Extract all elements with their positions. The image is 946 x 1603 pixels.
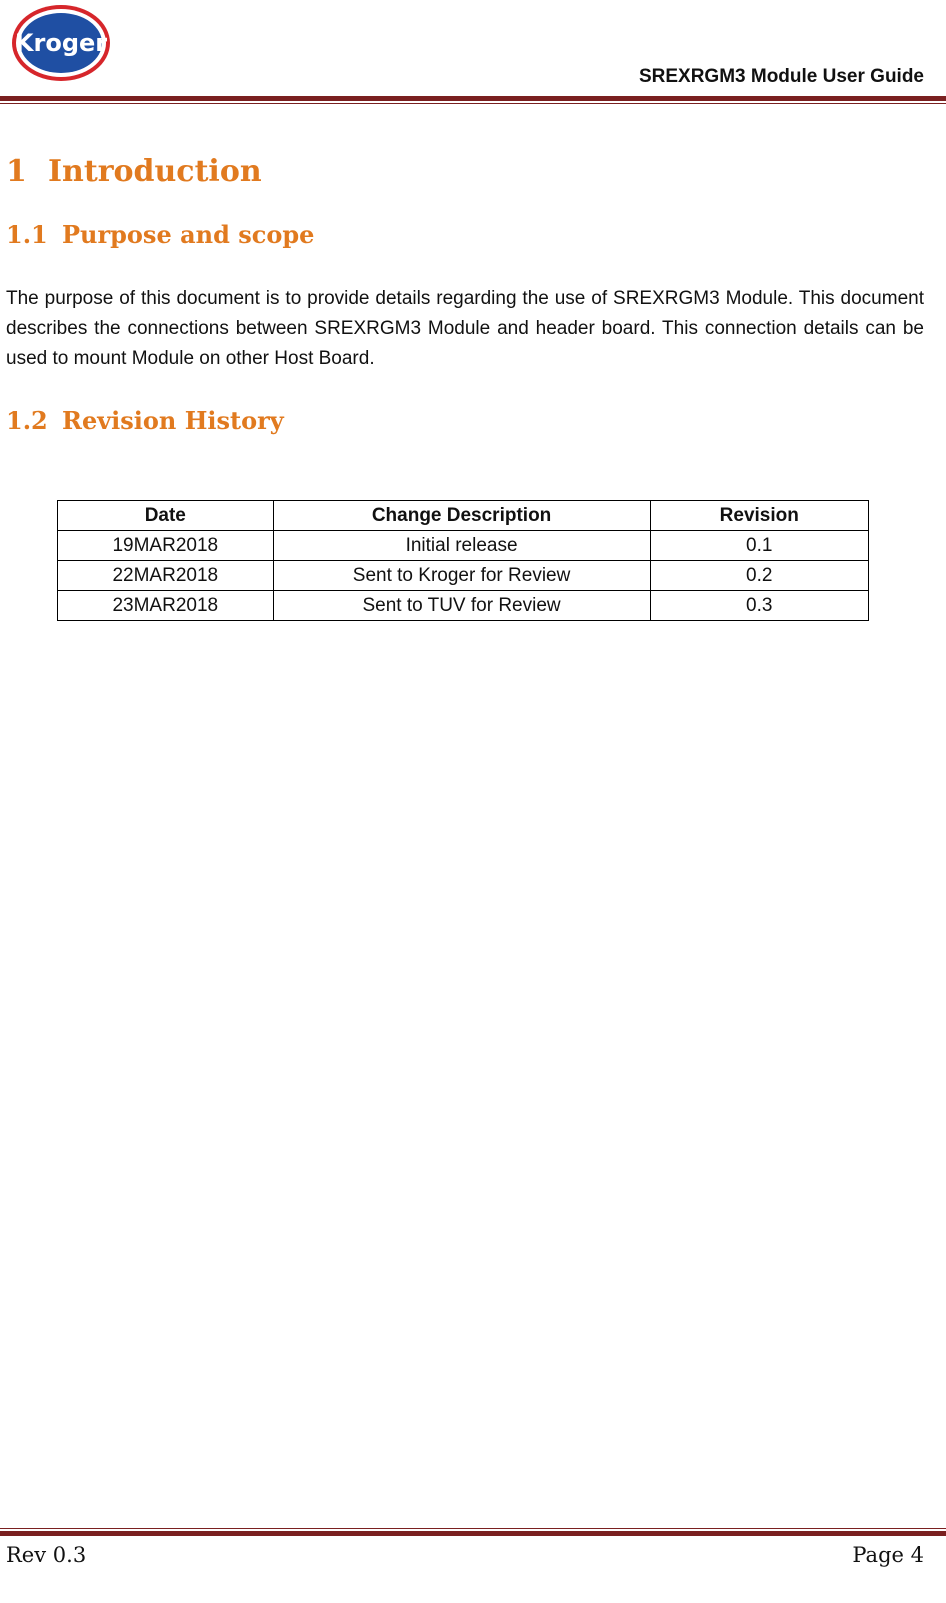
footer-revision: Rev 0.3 <box>6 1543 87 1567</box>
column-header-date: Date <box>58 501 274 531</box>
cell-date: 23MAR2018 <box>58 591 274 621</box>
logo-wordmark: Kroger <box>14 29 108 57</box>
document-title: SREXRGM3 Module User Guide <box>638 66 924 87</box>
kroger-logo <box>10 3 112 83</box>
cell-revision: 0.1 <box>650 531 868 561</box>
cell-date: 22MAR2018 <box>58 561 274 591</box>
subsection-number: 1.2 <box>6 406 48 435</box>
table-row <box>58 531 869 561</box>
cell-revision: 0.2 <box>650 561 868 591</box>
column-header-revision: Revision <box>650 501 868 531</box>
subsection-heading-revision-history <box>6 406 284 435</box>
subsection-title: Revision History <box>62 406 284 435</box>
cell-description: Sent to TUV for Review <box>273 591 650 621</box>
column-header-change-description: Change Description <box>273 501 650 531</box>
section-title: Introduction <box>48 154 262 189</box>
section-heading-introduction <box>6 154 262 189</box>
table-row <box>58 561 869 591</box>
revision-history-table <box>57 500 869 621</box>
header-rule <box>0 96 946 106</box>
purpose-paragraph: The purpose of this document is to provide details regarding the use of SREXRGM3 Module. This document describes the connections between SREXRGM3 Module and header board. This connection details can be used to mount Module on other Host Board. <box>6 288 924 369</box>
subsection-title: Purpose and scope <box>62 220 315 249</box>
cell-description: Initial release <box>273 531 650 561</box>
table-header-row <box>58 501 869 531</box>
table-row <box>58 591 869 621</box>
footer-rule <box>0 1528 946 1536</box>
cell-revision: 0.3 <box>650 591 868 621</box>
subsection-heading-purpose <box>6 220 314 249</box>
footer-page-number: Page 4 <box>852 1543 924 1567</box>
cell-date: 19MAR2018 <box>58 531 274 561</box>
cell-description: Sent to Kroger for Review <box>273 561 650 591</box>
section-number: 1 <box>6 154 27 189</box>
subsection-number: 1.1 <box>6 220 48 249</box>
